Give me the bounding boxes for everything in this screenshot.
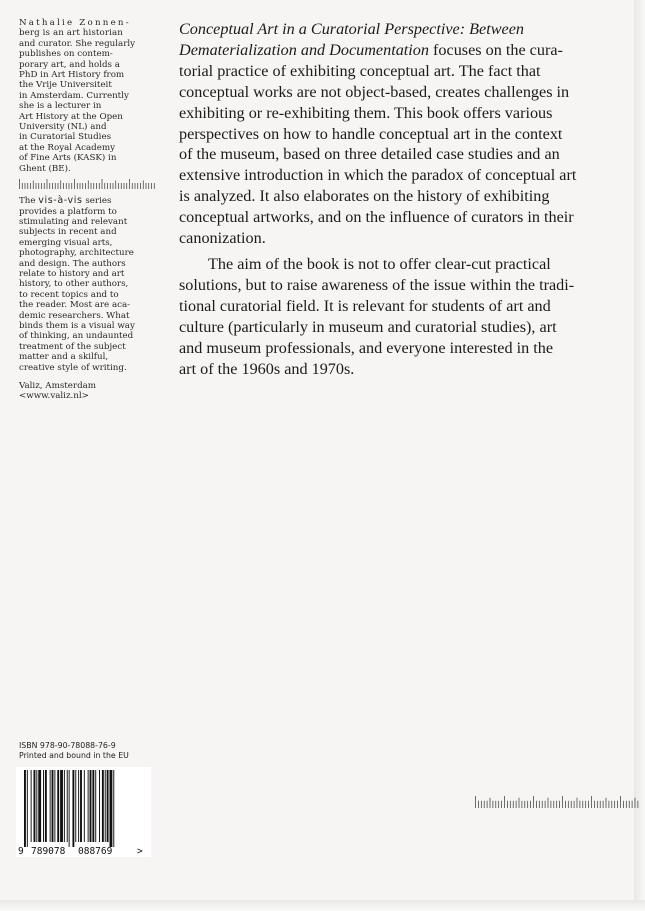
printed-note: Printed and bound in the EU bbox=[19, 751, 129, 760]
bio-line: at the Royal Academy bbox=[19, 142, 115, 153]
barcode-bar bbox=[54, 770, 55, 842]
barcode-bar bbox=[43, 770, 44, 842]
barcode-bar bbox=[38, 770, 41, 842]
barcode-bar bbox=[64, 770, 65, 842]
bio-line: the Vrije Universiteit bbox=[19, 80, 112, 91]
barcode-bar bbox=[84, 770, 85, 842]
barcode-background bbox=[16, 767, 151, 857]
cover-edge-right bbox=[634, 0, 645, 911]
series-line: demic researchers. What bbox=[19, 310, 130, 321]
blurb-line: culture (particularly in museum and curatorial studies), art bbox=[179, 317, 557, 336]
barcode-bar bbox=[45, 770, 47, 842]
series-line: binds them is a visual way bbox=[19, 320, 135, 331]
ruler-divider bbox=[19, 179, 157, 189]
bio-line: of Fine Arts (KASK) in bbox=[19, 153, 117, 164]
blurb-line: The aim of the book is not to offer clear-cut practical bbox=[208, 254, 551, 273]
blurb-paragraph-2 bbox=[179, 254, 619, 379]
barcode-bar bbox=[50, 770, 51, 842]
bio-line: in Amsterdam. Currently bbox=[19, 90, 129, 101]
blurb-text bbox=[179, 19, 619, 379]
barcode-bar bbox=[60, 770, 63, 842]
publisher-block bbox=[19, 381, 157, 402]
book-title-line: Conceptual Art in a Curatorial Perspective: Between bbox=[179, 20, 524, 38]
barcode-bar bbox=[52, 770, 54, 842]
barcode-bar bbox=[24, 770, 26, 847]
series-line: to recent topics and to bbox=[19, 289, 119, 300]
blurb-line: conceptual works are not object-based, creates challenges in bbox=[179, 82, 570, 101]
isbn-number: ISBN 978-90-78088-76-9 bbox=[19, 741, 116, 750]
bio-line: publishes on contem- bbox=[19, 49, 113, 60]
barcode-bar bbox=[107, 770, 109, 842]
blurb-line: torial practice of exhibiting conceptual art. The fact that bbox=[179, 61, 541, 80]
blurb-line: art of the 1960s and 1970s. bbox=[179, 359, 355, 378]
barcode-bar bbox=[67, 770, 68, 842]
bio-line: Ghent (BE). bbox=[19, 163, 71, 174]
series-line: provides a platform to bbox=[19, 206, 117, 217]
series-prefix: The bbox=[19, 196, 36, 207]
barcode-bar bbox=[69, 770, 70, 847]
blurb-line: perspectives on how to handle conceptual art in the context bbox=[179, 124, 563, 143]
left-column bbox=[19, 18, 157, 402]
barcode-bar bbox=[80, 770, 82, 842]
barcode-bar bbox=[34, 770, 36, 842]
series-description bbox=[19, 196, 157, 373]
publisher-url: <www.valiz.nl> bbox=[19, 391, 89, 402]
series-line: emerging visual arts, bbox=[19, 237, 113, 248]
book-title-line bbox=[179, 40, 619, 61]
isbn-block bbox=[19, 741, 129, 761]
barcode-bar bbox=[90, 770, 92, 842]
publisher-name: Valiz, Amsterdam bbox=[19, 381, 97, 391]
series-line: photography, architecture bbox=[19, 248, 134, 259]
barcode-bar bbox=[75, 770, 76, 842]
barcode-bar bbox=[113, 770, 114, 847]
bio-line: berg is an art historian bbox=[19, 28, 123, 39]
blurb-line: canonization. bbox=[179, 229, 266, 248]
series-line: subjects in recent and bbox=[19, 227, 117, 238]
blurb-line: and museum professionals, and everyone interested in the bbox=[179, 338, 554, 357]
bio-line: and curator. She regularly bbox=[19, 38, 136, 49]
cover-edge-bottom bbox=[0, 900, 645, 911]
barcode-bar bbox=[88, 770, 89, 842]
series-line: relate to history and art bbox=[19, 268, 125, 279]
series-line: stimulating and relevant bbox=[19, 216, 128, 227]
barcode-bar bbox=[92, 770, 94, 842]
blurb-text-run: focuses on the cura- bbox=[428, 40, 563, 59]
series-line: the reader. Most are aca- bbox=[19, 300, 131, 311]
barcode-bar bbox=[99, 770, 100, 842]
series-line: history, to other authors, bbox=[19, 279, 129, 290]
author-bio bbox=[19, 18, 157, 174]
ruler-decoration bbox=[475, 796, 639, 808]
bio-line: porary art, and holds a bbox=[19, 59, 120, 70]
barcode bbox=[16, 767, 151, 857]
barcode-digit-group-1: 789078 bbox=[31, 846, 66, 857]
barcode-bar bbox=[57, 770, 59, 842]
series-line: and design. The authors bbox=[19, 258, 126, 269]
barcode-bar bbox=[110, 770, 113, 847]
barcode-lead-digit: 9 bbox=[18, 846, 24, 857]
series-suffix: series bbox=[85, 196, 112, 207]
barcode-bar bbox=[27, 770, 28, 847]
blurb-paragraph-1 bbox=[179, 19, 619, 249]
barcode-bar bbox=[31, 770, 32, 842]
series-line: matter and a skilful, bbox=[19, 352, 109, 363]
blurb-line: tional curatorial field. It is relevant for students of art and bbox=[179, 296, 551, 315]
bio-line: Art History at the Open bbox=[19, 111, 123, 122]
blurb-line: solutions, but to raise awareness of the issue within the tradi- bbox=[179, 275, 575, 294]
barcode-digit-group-2: 088769 bbox=[78, 846, 113, 857]
bio-line: PhD in Art History from bbox=[19, 70, 125, 81]
blurb-line: of the museum, based on three detailed case studies and an bbox=[179, 145, 560, 164]
barcode-bar bbox=[95, 770, 96, 842]
bio-line: she is a lecturer in bbox=[19, 101, 102, 112]
barcode-bar bbox=[36, 770, 37, 842]
bio-line: in Curatorial Studies bbox=[19, 132, 112, 143]
book-title-italic: Dematerialization and Documentation bbox=[179, 40, 429, 59]
blurb-line: extensive introduction in which the paradox of conceptual art bbox=[179, 166, 577, 185]
barcode-bar bbox=[78, 770, 79, 842]
blurb-line: exhibiting or re-exhibiting them. This book offers various bbox=[179, 103, 553, 122]
series-name: vis-à-vis bbox=[38, 195, 83, 207]
series-line: of thinking, an undaunted bbox=[19, 331, 134, 342]
series-line: treatment of the subject bbox=[19, 341, 126, 352]
barcode-bar bbox=[102, 770, 104, 842]
barcode-arrow: > bbox=[137, 846, 143, 857]
bio-line: Nathalie Zonnen- bbox=[19, 18, 131, 28]
series-first-line bbox=[19, 196, 157, 206]
blurb-line: conceptual artworks, and on the influence of curators in their bbox=[179, 208, 574, 227]
series-line: creative style of writing. bbox=[19, 362, 127, 373]
blurb-line: is analyzed. It also elaborates on the history of exhibiting bbox=[179, 187, 550, 206]
bio-line: University (NL) and bbox=[19, 122, 107, 133]
barcode-bar bbox=[72, 770, 74, 847]
barcode-bar bbox=[105, 770, 106, 842]
